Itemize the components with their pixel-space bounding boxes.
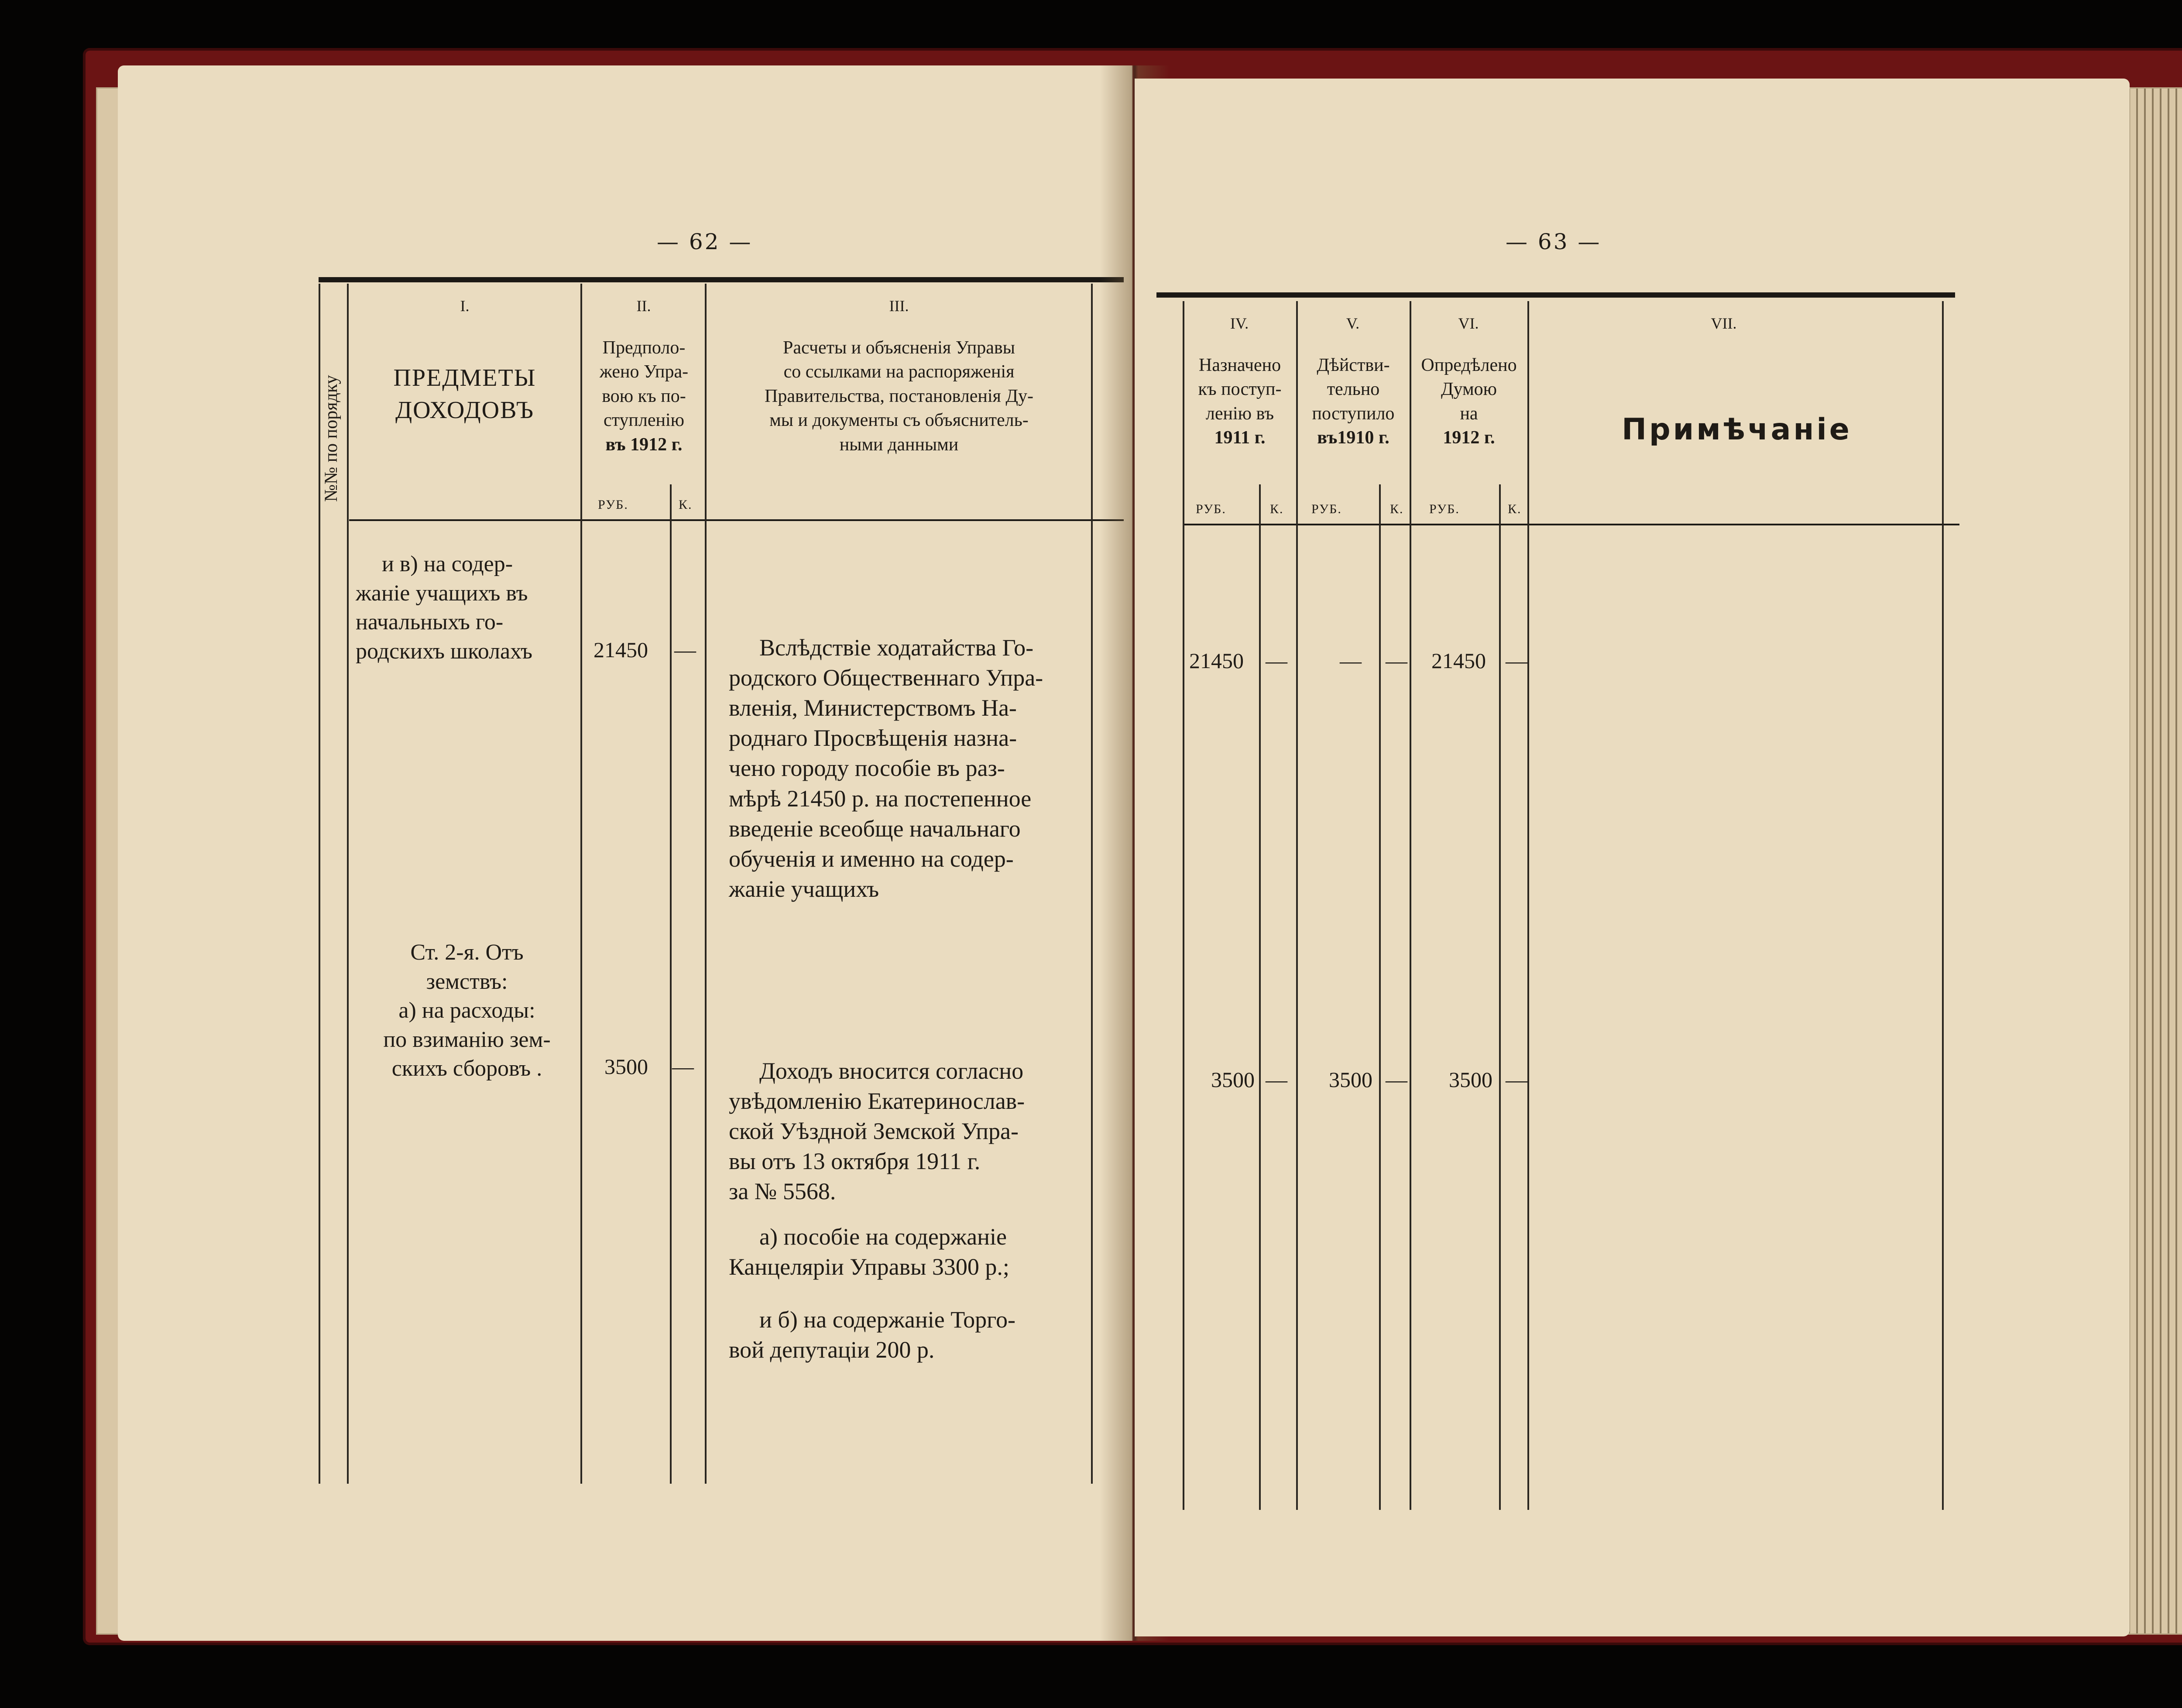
row2-kop: — [672, 1054, 694, 1079]
vline-r0 [1183, 301, 1184, 1510]
vline-r5 [1499, 484, 1501, 1510]
row2-expl-line: вы отъ 13 октября 1911 г. [729, 1148, 981, 1175]
col4-line4: 1911 г. [1214, 428, 1266, 448]
row2-subject-line: земствъ: [426, 969, 508, 994]
header-bottom-rule-left [349, 519, 1124, 521]
col1-title: ПРЕДМЕТЫ ДОХОДОВЪ [393, 364, 536, 424]
col2-header [584, 336, 704, 457]
col5-line1: Дѣйстви- [1317, 355, 1390, 375]
row1-expl-line: обученія и именно на содер- [729, 845, 1014, 872]
col2-line4: ступленію [603, 410, 685, 431]
col3-roman: III. [889, 297, 909, 315]
col2-line2: жено Упра- [599, 362, 689, 382]
row1-expl-line: мѣрѣ 21450 р. на постепенное [729, 785, 1032, 812]
row2-expl-line: Доходъ вносится согласно [759, 1058, 1024, 1084]
vline-r1 [1259, 484, 1261, 1510]
r-row2-k4: — [1266, 1067, 1287, 1092]
col3-line4: мы и документы съ объяснитель- [769, 410, 1029, 431]
col3-line2: со ссылками на распоряженія [783, 362, 1015, 382]
col3-line1: Расчеты и объясненія Управы [783, 338, 1015, 358]
row2-expl-b-line: и б) на содержаніе Торго- [759, 1307, 1016, 1333]
r-row1-actual: — [1340, 648, 1362, 673]
col4-line3: ленію въ [1205, 403, 1274, 424]
vline-r7 [1942, 301, 1944, 1510]
col5-kop: К. [1390, 502, 1404, 516]
col6-line3: на [1460, 403, 1478, 424]
row2-subject-line: скихъ сборовъ . [391, 1056, 542, 1081]
row1-subject [356, 550, 574, 666]
vline-r6 [1527, 301, 1529, 1510]
vline-5 [1091, 284, 1093, 1484]
page-number-left: — 62 — [657, 229, 753, 254]
vline-2 [580, 284, 582, 1484]
col7-roman: VII. [1711, 315, 1737, 332]
col7-title: Примѣчаніе [1622, 412, 1852, 447]
col6-rub: РУБ. [1429, 502, 1460, 516]
row2-subject [362, 938, 572, 1084]
row2-expl-line: увѣдомленію Екатеринослав- [729, 1088, 1025, 1115]
row1-expl-line: вленія, Министерствомъ На- [729, 695, 1017, 721]
col4-line2: къ поступ- [1198, 379, 1282, 400]
r-row1-k5: — [1386, 648, 1407, 673]
col6-line4: 1912 г. [1443, 428, 1495, 448]
col5-line3: поступило [1312, 403, 1395, 424]
col4-rub: РУБ. [1196, 502, 1226, 516]
vline-0 [319, 284, 320, 1484]
r-row2-assigned: 3500 [1211, 1067, 1255, 1092]
col6-line2: Думою [1441, 379, 1497, 400]
col2-line5: въ 1912 г. [605, 434, 683, 455]
col5-line4: въ1910 г. [1317, 428, 1389, 448]
row1-expl-line: Вслѣдствіе ходатайства Го- [759, 634, 1034, 661]
r-row1-k6: — [1506, 648, 1527, 673]
vline-1 [347, 284, 349, 1484]
row2-expl-a-line: а) пособіе на содержаніе [759, 1224, 1007, 1250]
row2-subject-line: а) на расходы: [398, 998, 535, 1023]
col6-header [1410, 353, 1527, 450]
row1-kop: — [674, 638, 696, 662]
vline-4 [705, 284, 707, 1484]
top-rule-left [319, 277, 1124, 282]
col4-kop: К. [1270, 502, 1284, 516]
col2-kop: К. [679, 497, 693, 512]
left-page [118, 65, 1132, 1641]
col2-line1: Предполо- [602, 338, 686, 358]
col4-roman: IV. [1230, 315, 1249, 332]
col-number-header: №№ по порядку [321, 375, 341, 502]
row1-subject-line: начальныхъ го- [356, 610, 504, 635]
row2-expl-a-line: Канцеляріи Управы 3300 р.; [729, 1254, 1009, 1280]
r-row2-k5: — [1386, 1067, 1407, 1092]
col3-line5: ными данными [839, 434, 959, 455]
row2-subject-line: Ст. 2-я. Отъ [410, 940, 524, 965]
col3-line3: Правительства, постановленія Ду- [765, 386, 1033, 406]
row2-explanation [729, 1056, 1082, 1207]
row2-expl-line: ской Уѣздной Земской Упра- [729, 1118, 1019, 1145]
col2-rub: РУБ. [598, 497, 628, 512]
row2-explanation-a [729, 1222, 1082, 1282]
vline-r4 [1410, 301, 1411, 1510]
page-number-right: — 63 — [1506, 229, 1602, 254]
row1-expl-line: роднаго Просвѣщенія назна- [729, 725, 1017, 751]
vline-r2 [1296, 301, 1298, 1510]
row1-amount: 21450 [594, 638, 648, 662]
col2-roman: II. [636, 297, 651, 315]
row1-expl-line: чено городу пособіе въ раз- [729, 755, 1005, 782]
r-row2-actual: 3500 [1329, 1067, 1372, 1092]
r-row2-k6: — [1506, 1067, 1527, 1092]
row2-expl-b-line: вой депутаціи 200 р. [729, 1337, 935, 1363]
row1-expl-line: родского Общественнаго Упра- [729, 665, 1043, 691]
col5-rub: РУБ. [1311, 502, 1342, 516]
page-edges-right [2121, 87, 2182, 1635]
row1-expl-line: введеніе всеобще начальнаго [729, 815, 1021, 842]
r-row1-assigned: 21450 [1189, 648, 1244, 673]
vline-3 [670, 484, 672, 1484]
col3-header [711, 336, 1087, 457]
row2-expl-line: за № 5568. [729, 1178, 836, 1205]
r-row1-k4: — [1266, 648, 1287, 673]
col5-roman: V. [1346, 315, 1360, 332]
col6-roman: VI. [1458, 315, 1479, 332]
right-page [1135, 79, 2130, 1636]
col5-line2: тельно [1327, 379, 1380, 400]
col1-roman: I. [460, 297, 470, 315]
row1-expl-line: жаніе учащихъ [729, 875, 879, 902]
row1-subject-line: жаніе учащихъ въ [356, 580, 528, 606]
col6-kop: К. [1508, 502, 1522, 516]
header-bottom-rule-right [1183, 524, 1959, 525]
r-row1-approved: 21450 [1431, 648, 1486, 673]
col6-line1: Опредѣлено [1421, 355, 1517, 375]
row2-amount: 3500 [604, 1054, 648, 1079]
col4-header [1184, 353, 1296, 450]
row2-explanation-b [729, 1305, 1082, 1365]
row1-subject-line: родскихъ школахъ [356, 638, 532, 664]
row1-subject-line: и в) на содер- [382, 552, 513, 576]
vline-r3 [1379, 484, 1381, 1510]
col4-line1: Назначено [1198, 355, 1281, 375]
col2-line3: вою къ по- [602, 386, 686, 406]
top-rule-right [1156, 292, 1955, 298]
r-row2-approved: 3500 [1449, 1067, 1492, 1092]
row2-subject-line: по взиманію зем- [383, 1027, 551, 1052]
col5-header [1297, 353, 1410, 450]
row1-explanation [729, 633, 1082, 904]
